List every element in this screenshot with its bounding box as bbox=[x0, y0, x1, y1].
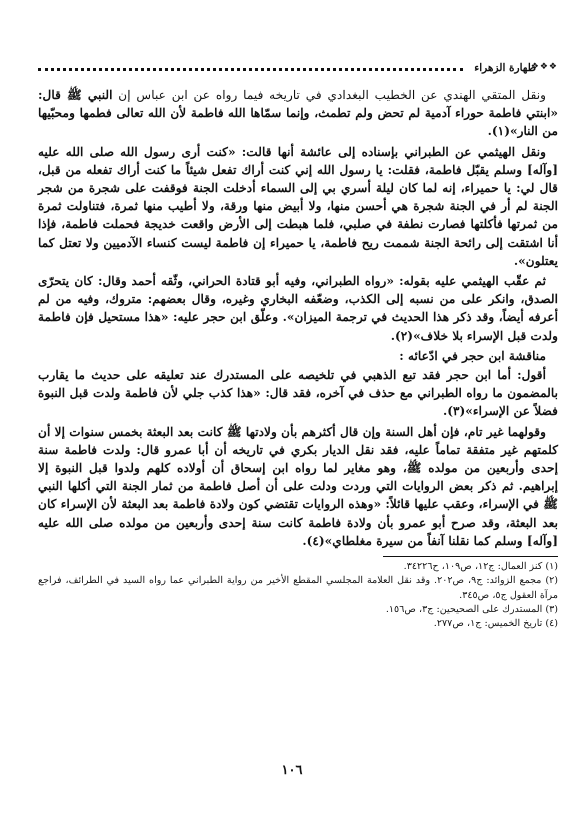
paragraph-2 bbox=[38, 143, 558, 270]
running-header bbox=[38, 62, 558, 80]
text-line: بخمس سنوات إلا أن كلمتهم غير متفقة تماماً عليه، فقد نقل الديار بكري في تاريخه bbox=[38, 424, 559, 457]
text-line: النبي ﷺ قال: «ابنتي فاطمة حوراء آدمية لم تحض ولم تطمث، وإنما سمّاها الله bbox=[38, 88, 558, 121]
text-line: جلي لأن فاطمة ولدت قبل النبوة فضلاً عن الإسراء»(٣). bbox=[38, 386, 558, 419]
text-line: الإسراء كان بعد البعثة، وقد صرح أبو عمرو بأن ولادة فاطمة كانت سنة إحدى bbox=[38, 497, 558, 530]
text-line: أقول: أما ابن حجر فقد تبع الذهبي في تلخيصه على المستدرك عند تعليقه على bbox=[126, 368, 547, 383]
text-line: بلا خلاف»(٢). bbox=[390, 328, 464, 343]
text-line: ليست كنساء الآدميين ولا تعتل كما يعتلون». bbox=[38, 235, 558, 268]
book-page bbox=[38, 62, 558, 632]
text-line: وأربعين من مولده صلى الله عليه [وآله] وسلم كما نقلنا آنفاً من سيرة مغلطاي»(٤). bbox=[38, 515, 558, 548]
text-line: الإسراء، وعقب عليها قائلاً: «وهذه الروايات تقتضي كون ولادة فاطمة بعد البعثة لأن bbox=[101, 497, 520, 512]
footnote bbox=[38, 574, 558, 603]
text-line: حديث ما يقارب بالمضمون ما رواه الطبراني مع حذف في آخره، فقد قال: «هذا كذب bbox=[38, 368, 558, 401]
text-line: أحسن منها، ولا أبيض منها ورقة، ولا أطيب منها ثمرة، فتناولت ثمرة من ثمرتها bbox=[38, 199, 559, 232]
text-line: فاطمة لأن الله تعالى فطمها ومحبّيها من النار»(١). bbox=[38, 106, 558, 139]
paragraph-4 bbox=[38, 366, 558, 421]
text-line: ونقل الهيثمي عن الطبراني بإسناده إلى عائشة أنها قالت: «كنت أرى رسول الله bbox=[120, 144, 546, 159]
paragraph-3 bbox=[38, 272, 558, 345]
footnote-divider bbox=[383, 556, 558, 557]
running-title: طهارة الزهراء bbox=[474, 62, 536, 74]
text-line: أن أبا عمرو قال: ولدت فاطمة سنة إحدى وأربعين من مولده ﷺ، وهو مغاير لما bbox=[38, 442, 559, 476]
text-line: وقولهما غير تام، فإن أهل السنة وإن قال أكثرهم بأن ولادتها ﷺ كانت بعد البعثة bbox=[146, 424, 546, 439]
footnote: (٣) المستدرك على الصحيحين: ج٣، ص١٥٦. bbox=[385, 603, 558, 615]
text-line: التي وردت ودلت على أن أصل فاطمة من ثمار الجنة التي أكلها النبي ﷺ في bbox=[38, 479, 559, 512]
section-heading: مناقشة ابن حجر في ادّعائه : bbox=[399, 348, 546, 363]
paragraph-1 bbox=[38, 86, 558, 141]
text-line: السماء أدخلت الجنة فوقفت على شجرة من شجر الجنة لم أر في الجنة شجرة هي bbox=[38, 181, 559, 214]
footnote: (١) كنز العمال: ج١٢، ص١٠٩، ح٣٤٢٢٦. bbox=[403, 561, 558, 573]
footnote: (٤) تاريخ الخميس: ج١، ص٢٧٧. bbox=[433, 618, 558, 630]
text-line: ترجمة الميزان». وعلّق ابن حجر عليه: «هذا مستحيل فإن فاطمة ولدت قبل الإسراء bbox=[38, 310, 558, 343]
text-line: وغيره، وقال بعضهم: متروك، وفيه من لم أعرفه أيضاً، وقد ذكر هذا الحديث في bbox=[38, 292, 558, 325]
text-line: صلى الله عليه [وآله] وسلم يقبّل فاطمة، فقلت: يا رسول الله إني كنت أراك تفعل bbox=[38, 144, 559, 177]
text-line: شيئاً ما كنت أراك تفعله من قبل، قال لي: يا حميراء، إنه لما كان ليلة أسري بي إلى bbox=[38, 162, 558, 196]
text-line: رواه ابن إسحاق أن أولاده كلهم ولدوا قبل النبوة إلا إبراهيم. ثم ذكر بعض الروايات bbox=[38, 461, 559, 494]
header-dotted-rule bbox=[38, 68, 463, 71]
paragraph-5 bbox=[38, 423, 558, 550]
footnote-line: (٢) مجمع الزوائد: ج٩، ص٢٠٢. وقد نقل العلامة المجلسي المقطع الأخير من رواية الطبراني عما رواه السيد في bbox=[106, 575, 559, 587]
footnotes bbox=[38, 560, 558, 631]
header-ornament: ❖❖❖ bbox=[530, 62, 558, 72]
body-text bbox=[38, 86, 558, 550]
page-number: ١٠٦ bbox=[281, 763, 303, 778]
text-line: وقال: كان يتحرّى الصدق، وانكر على من نسبه إلى الكذب، وضعّفه البخاري bbox=[38, 274, 558, 307]
text-line: ثم عقّب الهيثمي عليه بقوله: «رواه الطبراني، وفيه أبو قتادة الحراني، وثّقه أحمد bbox=[131, 274, 546, 289]
text-line: ونقل المتقي الهندي عن الخطيب البغدادي في تاريخه فيما رواه عن ابن عباس إن bbox=[118, 88, 547, 102]
text-line: فأكلتها فصارت نطفة في صلبي، فلما هبطت إلى الأرض واقعت خديجة فحملت bbox=[102, 217, 503, 232]
text-line: فاطمة، فإذا أنا اشتقت إلى رائحة الجنة شممت ريح فاطمة، يا حميراء إن فاطمة bbox=[38, 217, 559, 250]
footnote-line: الطرائف، فراجع مرآة العقول ج٥، ص٣٤٥. bbox=[38, 575, 558, 601]
